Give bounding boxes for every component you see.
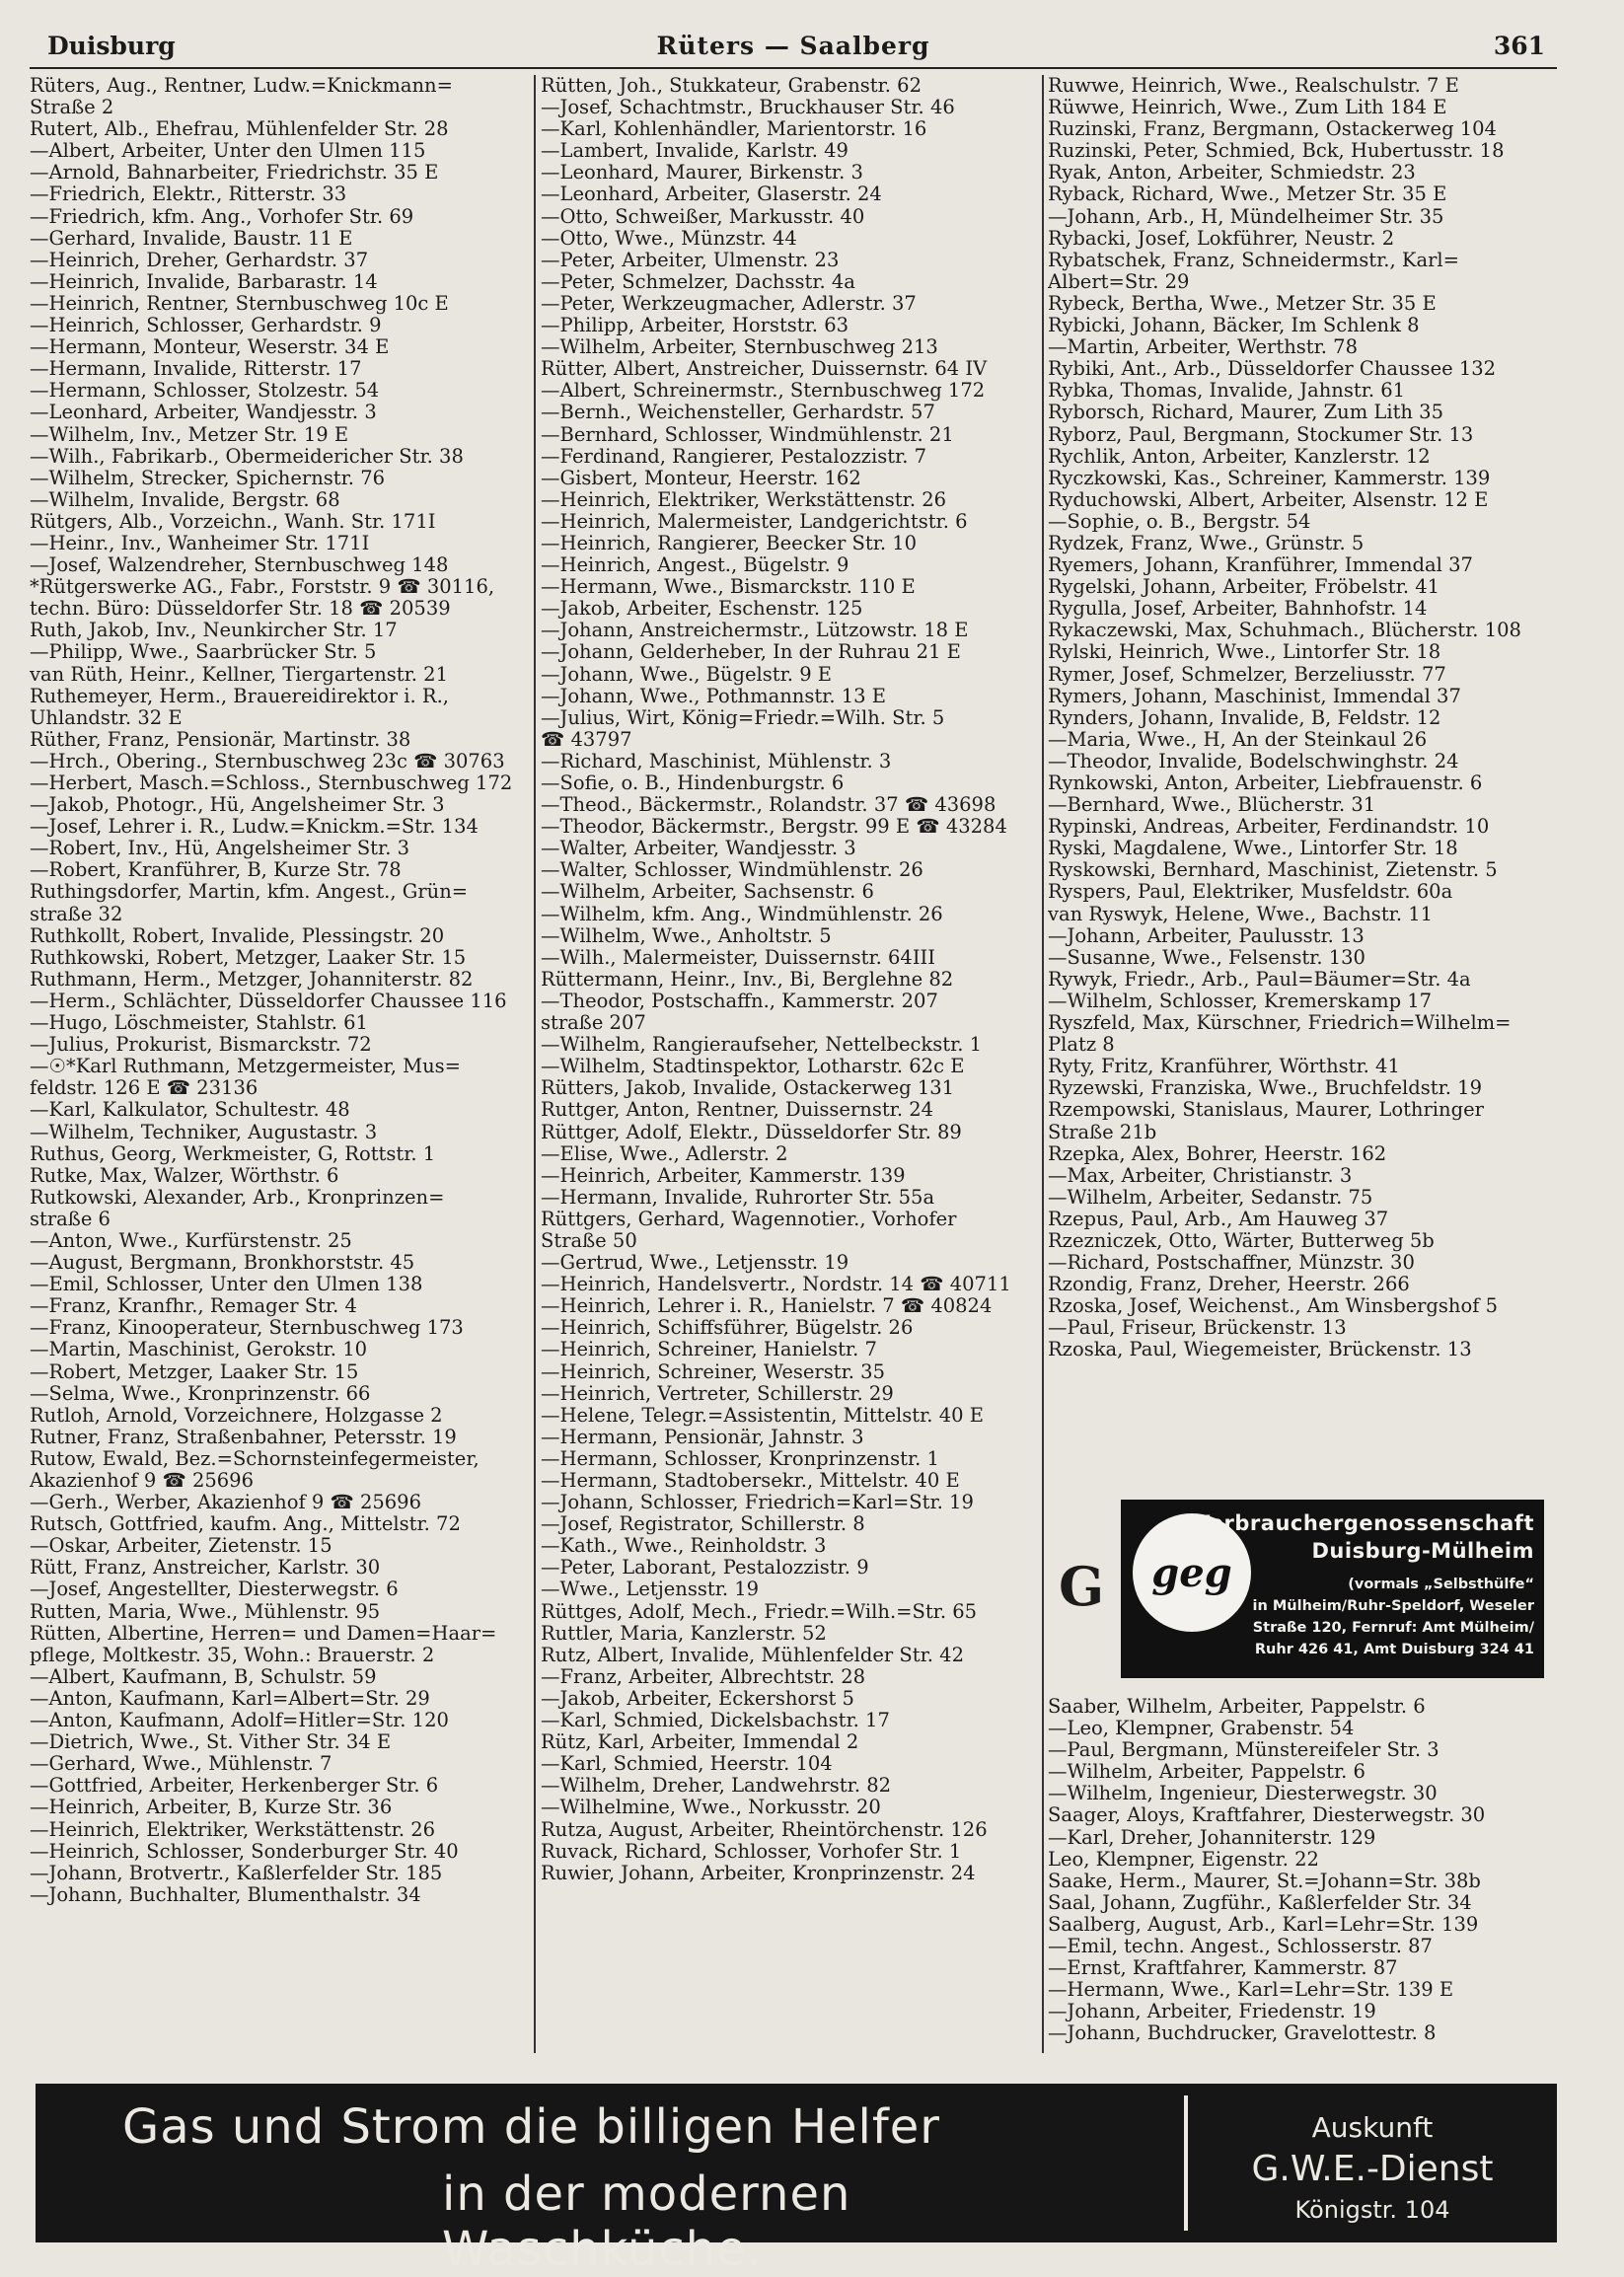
directory-entry: —Robert, Metzger, Laaker Str. 15	[30, 1359, 359, 1383]
directory-entry: Rychlik, Anton, Arbeiter, Kanzlerstr. 12	[1048, 444, 1431, 468]
directory-entry: Rzoska, Paul, Wiegemeister, Brückenstr. 13	[1048, 1338, 1472, 1361]
directory-entry: —Heinrich, Angest., Bügelstr. 9	[541, 553, 849, 577]
directory-entry: —Dietrich, Wwe., St. Vither Str. 34 E	[30, 1730, 392, 1754]
directory-entry: —Heinrich, Dreher, Gerhardstr. 37	[30, 248, 369, 271]
directory-entry: —Johann, Wwe., Pothmannstr. 13 E	[541, 684, 886, 707]
directory-entry: —Robert, Inv., Hü, Angelsheimer Str. 3	[30, 837, 409, 860]
directory-entry: —Heinrich, Vertreter, Schillerstr. 29	[541, 1381, 894, 1405]
directory-entry: —Wilhelm, Techniker, Augustastr. 3	[30, 1120, 378, 1143]
directory-entry: —Hermann, Schlosser, Kronprinzenstr. 1	[541, 1446, 939, 1470]
directory-entry: —Johann, Arbeiter, Friedenstr. 19	[1048, 2000, 1376, 2023]
directory-entry: —Hermann, Wwe., Bismarckstr. 110 E	[541, 575, 916, 599]
directory-entry: Rütten, Albertine, Herren= und Damen=Haar=	[30, 1621, 497, 1645]
directory-entry: straße 6	[30, 1207, 111, 1230]
directory-entry: —Leonhard, Arbeiter, Wandjesstr. 3	[30, 401, 377, 424]
directory-entry: —Josef, Lehrer i. R., Ludw.=Knickm.=Str. 134	[30, 815, 479, 839]
directory-entry: —Herm., Schlächter, Düsseldorfer Chaussee 116	[30, 989, 507, 1012]
directory-entry: —Anton, Kaufmann, Karl=Albert=Str. 29	[30, 1686, 430, 1710]
directory-entry: —Wilhelm, Wwe., Anholtstr. 5	[541, 923, 832, 947]
geg-logo: geg	[1133, 1513, 1251, 1632]
directory-entry: straße 207	[541, 1011, 646, 1035]
directory-entry: —Gerh., Werber, Akazienhof 9 ☎ 25696	[30, 1491, 421, 1514]
directory-entry: —Wilhelm, Ingenieur, Diesterwegstr. 30	[1048, 1782, 1438, 1805]
directory-entry: —Wilhelm, Inv., Metzer Str. 19 E	[30, 422, 349, 446]
directory-entry: —Friedrich, Elektr., Ritterstr. 33	[30, 183, 347, 206]
page-header	[30, 28, 1557, 69]
directory-entry: Rybka, Thomas, Invalide, Jahnstr. 61	[1048, 379, 1406, 403]
directory-entry: —Gisbert, Monteur, Heerstr. 162	[541, 466, 861, 489]
directory-entry: Rütgers, Alb., Vorzeichn., Wanh. Str. 171I	[30, 509, 436, 533]
advert-subtitle: Duisburg-Mülheim	[1311, 1539, 1534, 1563]
directory-entry: —Johann, Gelderheber, In der Ruhrau 21 E	[541, 640, 961, 664]
directory-entry: —Maria, Wwe., H, An der Steinkaul 26	[1048, 727, 1428, 751]
directory-entry: —Helene, Telegr.=Assistentin, Mittelstr. 40 E	[541, 1403, 984, 1427]
directory-entry: Rüttermann, Heinr., Inv., Bi, Berglehne 82	[541, 967, 954, 991]
directory-entry: Rymer, Josef, Schmelzer, Berzeliusstr. 77	[1048, 662, 1446, 686]
directory-column-4	[1048, 1696, 1556, 2051]
directory-entry: —Ernst, Kraftfahrer, Kammerstr. 87	[1048, 1956, 1398, 1980]
directory-entry: —Heinrich, Arbeiter, Kammerstr. 139	[541, 1163, 906, 1187]
directory-entry: —Wilhelm, Stadtinspektor, Lotharstr. 62c E	[541, 1055, 965, 1078]
directory-entry: Rüttgers, Gerhard, Wagennotier., Vorhofer	[541, 1207, 957, 1230]
directory-entry: —Heinrich, Schiffsführer, Bügelstr. 26	[541, 1316, 914, 1340]
directory-entry: Rutke, Max, Walzer, Wörthstr. 6	[30, 1163, 339, 1187]
directory-entry: Ryszfeld, Max, Kürschner, Friedrich=Wilhelm=	[1048, 1011, 1512, 1035]
directory-entry: —Wilhelm, kfm. Ang., Windmühlenstr. 26	[541, 902, 943, 925]
directory-entry: —Wilhelm, Arbeiter, Sternbuschweg 213	[541, 335, 938, 359]
directory-entry: —Philipp, Arbeiter, Horststr. 63	[541, 314, 849, 337]
directory-entry: Straße 50	[541, 1228, 637, 1252]
directory-entry: —Julius, Wirt, König=Friedr.=Wilh. Str. 5	[541, 705, 945, 729]
directory-entry: Ruthemeyer, Herm., Brauereidirektor i. R.,	[30, 684, 449, 707]
directory-entry: Ruthus, Georg, Werkmeister, G, Rottstr. 1	[30, 1141, 436, 1165]
directory-entry: —Karl, Kohlenhändler, Marientorstr. 16	[541, 117, 927, 141]
directory-entry: —Leo, Klempner, Grabenstr. 54	[1048, 1717, 1355, 1740]
directory-entry: Rütz, Karl, Arbeiter, Immendal 2	[541, 1730, 859, 1754]
directory-entry: Rybeck, Bertha, Wwe., Metzer Str. 35 E	[1048, 291, 1437, 315]
directory-entry: —Johann, Arbeiter, Paulusstr. 13	[1048, 923, 1365, 947]
directory-entry: —Arnold, Bahnarbeiter, Friedrichstr. 35 E	[30, 161, 439, 184]
directory-entry: —Otto, Schweißer, Markusstr. 40	[541, 204, 865, 228]
directory-entry: Saalberg, August, Arb., Karl=Lehr=Str. 139	[1048, 1912, 1479, 1936]
directory-entry: Rüwwe, Heinrich, Wwe., Zum Lith 184 E	[1048, 96, 1447, 119]
directory-entry: Rutsch, Gottfried, kaufm. Ang., Mittelstr. 72	[30, 1512, 461, 1536]
directory-entry: —Richard, Postschaffner, Münzstr. 30	[1048, 1251, 1415, 1275]
header-city: Duisburg	[47, 32, 176, 60]
directory-entry: Saaber, Wilhelm, Arbeiter, Pappelstr. 6	[1048, 1696, 1426, 1718]
directory-entry: —Hermann, Monteur, Weserstr. 34 E	[30, 335, 390, 359]
directory-entry: Rüttger, Adolf, Elektr., Düsseldorfer Str. 89	[541, 1120, 962, 1143]
footer-contact	[1188, 2084, 1557, 2242]
directory-entry: —Walter, Schlosser, Windmühlenstr. 26	[541, 858, 923, 882]
directory-entry: —Peter, Laborant, Pestalozzistr. 9	[541, 1556, 869, 1579]
directory-entry: —Wilhelm, Invalide, Bergstr. 68	[30, 487, 340, 511]
directory-entry: Rymers, Johann, Maschinist, Immendal 37	[1048, 684, 1461, 707]
directory-entry: Ruthingsdorfer, Martin, kfm. Angest., Grün=	[30, 880, 469, 904]
directory-entry: —Wilh., Malermeister, Duissernstr. 64III	[541, 945, 935, 969]
directory-entry: van Ryswyk, Helene, Wwe., Bachstr. 11	[1048, 902, 1434, 925]
directory-entry: —Wilhelmine, Wwe., Norkusstr. 20	[541, 1796, 881, 1819]
advert-text: (vormals „Selbsthülfe“	[1348, 1577, 1534, 1592]
directory-entry: Ruzinski, Peter, Schmied, Bck, Hubertusstr. 18	[1048, 139, 1505, 163]
directory-entry: —August, Bergmann, Bronkhorststr. 45	[30, 1251, 415, 1275]
directory-entry: —Franz, Kranfhr., Remager Str. 4	[30, 1294, 357, 1318]
directory-entry: Ryzewski, Franziska, Wwe., Bruchfeldstr. 19	[1048, 1076, 1482, 1100]
directory-entry: ☎ 43797	[541, 727, 632, 751]
directory-entry: Rzempowski, Stanislaus, Maurer, Lothringer	[1048, 1098, 1484, 1122]
directory-entry: Rüters, Aug., Rentner, Ludw.=Knickmann=	[30, 75, 453, 97]
directory-entry: —Theodor, Invalide, Bodelschwinghstr. 24	[1048, 749, 1459, 772]
directory-entry: Ryskowski, Bernhard, Maschinist, Zietenstr. 5	[1048, 858, 1498, 882]
directory-entry: —Heinrich, Schlosser, Sonderburger Str. 40	[30, 1839, 459, 1863]
directory-entry: —Wilh., Fabrikarb., Obermeidericher Str. 38	[30, 444, 464, 468]
column-divider	[534, 75, 536, 2053]
directory-entry: —Peter, Arbeiter, Ulmenstr. 23	[541, 248, 840, 271]
directory-entry: Leo, Klempner, Eigenstr. 22	[1048, 1847, 1319, 1871]
directory-entry: —Hermann, Schlosser, Stolzestr. 54	[30, 379, 380, 403]
directory-entry: techn. Büro: Düsseldorfer Str. 18 ☎ 20539	[30, 597, 451, 621]
footer-slogan	[36, 2084, 1184, 2277]
directory-entry: —Heinrich, Schreiner, Weserstr. 35	[541, 1359, 885, 1383]
directory-entry: Rzepus, Paul, Arb., Am Hauweg 37	[1048, 1207, 1389, 1230]
directory-entry: —Martin, Maschinist, Gerokstr. 10	[30, 1338, 368, 1361]
directory-entry: Rutner, Franz, Straßenbahner, Petersstr. 19	[30, 1425, 457, 1448]
directory-entry: —Gerhard, Wwe., Mühlenstr. 7	[30, 1752, 332, 1776]
directory-entry: Rutert, Alb., Ehefrau, Mühlenfelder Str. 28	[30, 117, 449, 141]
directory-entry: —Hermann, Wwe., Karl=Lehr=Str. 139 E	[1048, 1978, 1454, 2002]
directory-entry: —Theod., Bäckermstr., Rolandstr. 37 ☎ 43698	[541, 793, 997, 817]
directory-entry: —Gertrud, Wwe., Letjensstr. 19	[541, 1251, 849, 1275]
directory-entry: Rybicki, Johann, Bäcker, Im Schlenk 8	[1048, 314, 1420, 337]
directory-entry: —Ferdinand, Rangierer, Pestalozzistr. 7	[541, 444, 927, 468]
directory-entry: —Albert, Schreinermstr., Sternbuschweg 172	[541, 379, 986, 403]
directory-entry: —Bernh., Weichensteller, Gerhardstr. 57	[541, 401, 935, 424]
directory-entry: Ryemers, Johann, Kranführer, Immendal 37	[1048, 553, 1473, 577]
directory-entry: —Heinrich, Lehrer i. R., Hanielstr. 7 ☎ 40824	[541, 1294, 993, 1318]
directory-entry: Albert=Str. 29	[1048, 269, 1190, 293]
directory-entry: —Anton, Kaufmann, Adolf=Hitler=Str. 120	[30, 1709, 449, 1732]
directory-entry: Rynkowski, Anton, Arbeiter, Liebfrauenstr. 6	[1048, 771, 1483, 794]
slogan-line-1: Gas und Strom die billigen Helfer	[122, 2099, 941, 2155]
directory-entry: —Johann, Brotvertr., Kaßlerfelder Str. 185	[30, 1861, 443, 1884]
directory-entry: Ruthmann, Herm., Metzger, Johanniterstr. 82	[30, 967, 474, 991]
directory-entry: Rypinski, Andreas, Arbeiter, Ferdinandstr. 10	[1048, 815, 1490, 839]
cooperative-advertisement	[1121, 1500, 1544, 1678]
directory-entry: —Franz, Kinooperateur, Sternbuschweg 173	[30, 1316, 464, 1340]
directory-entry: —Wilhelm, Dreher, Landwehrstr. 82	[541, 1774, 892, 1798]
directory-entry: —Wilhelm, Arbeiter, Sedanstr. 75	[1048, 1185, 1373, 1209]
directory-entry: —Wilhelm, Arbeiter, Pappelstr. 6	[1048, 1760, 1366, 1784]
directory-entry: Rynders, Johann, Invalide, B, Feldstr. 12	[1048, 705, 1441, 729]
directory-entry: van Rüth, Heinr., Kellner, Tiergartenstr. 21	[30, 662, 448, 686]
directory-entry: —☉*Karl Ruthmann, Metzgermeister, Mus=	[30, 1055, 462, 1078]
directory-entry: —Josef, Angestellter, Diesterwegstr. 6	[30, 1578, 399, 1601]
directory-entry: —Paul, Bergmann, Münstereifeler Str. 3	[1048, 1738, 1439, 1762]
directory-entry: *Rütgerswerke AG., Fabr., Forststr. 9 ☎ 30116,	[30, 575, 495, 599]
directory-entry: Saal, Johann, Zugführ., Kaßlerfelder Str. 34	[1048, 1890, 1472, 1914]
directory-entry: —Hermann, Invalide, Ruhrorter Str. 55a	[541, 1185, 935, 1209]
directory-entry: —Friedrich, kfm. Ang., Vorhofer Str. 69	[30, 204, 414, 228]
directory-entry: —Heinrich, Malermeister, Landgerichtstr. 6	[541, 509, 968, 533]
directory-entry: Ruvack, Richard, Schlosser, Vorhofer Str. 1	[541, 1839, 962, 1863]
directory-column-2	[541, 75, 1040, 2053]
directory-entry: —Heinrich, Arbeiter, B, Kurze Str. 36	[30, 1796, 393, 1819]
header-range: Rüters — Saalberg	[656, 32, 930, 60]
directory-entry: Rybatschek, Franz, Schneidermstr., Karl=	[1048, 248, 1459, 271]
directory-entry: —Selma, Wwe., Kronprinzenstr. 66	[30, 1381, 371, 1405]
directory-entry: —Peter, Schmelzer, Dachsstr. 4a	[541, 269, 855, 293]
directory-entry: Uhlandstr. 32 E	[30, 705, 183, 729]
directory-entry: —Johann, Schlosser, Friedrich=Karl=Str. 19	[541, 1491, 974, 1514]
directory-entry: —Lambert, Invalide, Karlstr. 49	[541, 139, 849, 163]
directory-entry: Rüttges, Adolf, Mech., Friedr.=Wilh.=Str. 65	[541, 1599, 978, 1623]
directory-entry: —Wwe., Letjensstr. 19	[541, 1578, 760, 1601]
directory-entry: —Franz, Arbeiter, Albrechtstr. 28	[541, 1664, 866, 1688]
directory-entry: —Johann, Buchdrucker, Gravelottestr. 8	[1048, 2021, 1437, 2045]
directory-entry: Rutten, Maria, Wwe., Mühlenstr. 95	[30, 1599, 381, 1623]
directory-entry: —Johann, Wwe., Bügelstr. 9 E	[541, 662, 833, 686]
contact-address: Königstr. 104	[1294, 2196, 1450, 2224]
directory-entry: Ruthkowski, Robert, Metzger, Laaker Str. 15	[30, 945, 467, 969]
directory-entry: —Susanne, Wwe., Felsenstr. 130	[1048, 945, 1366, 969]
directory-entry: —Hugo, Löschmeister, Stahlstr. 61	[30, 1011, 368, 1035]
directory-entry: Rygelski, Johann, Arbeiter, Fröbelstr. 41	[1048, 575, 1440, 599]
directory-column-3	[1048, 75, 1556, 1501]
directory-entry: Rzoska, Josef, Weichenst., Am Winsbergshof 5	[1048, 1294, 1499, 1318]
directory-entry: —Philipp, Wwe., Saarbrücker Str. 5	[30, 640, 377, 664]
directory-entry: Ryback, Richard, Wwe., Metzer Str. 35 E	[1048, 183, 1447, 206]
directory-entry: Rygulla, Josef, Arbeiter, Bahnhofstr. 14	[1048, 597, 1428, 621]
directory-entry: Ryski, Magdalene, Wwe., Lintorfer Str. 18	[1048, 837, 1458, 860]
directory-entry: —Sophie, o. B., Bergstr. 54	[1048, 509, 1311, 533]
directory-entry: —Bernhard, Wwe., Blücherstr. 31	[1048, 793, 1376, 817]
directory-entry: Ryspers, Paul, Elektriker, Musfeldstr. 60a	[1048, 880, 1453, 904]
directory-entry: —Josef, Walzendreher, Sternbuschweg 148	[30, 553, 449, 577]
directory-entry: —Theodor, Postschaffn., Kammerstr. 207	[541, 989, 938, 1012]
directory-entry: Rutkowski, Alexander, Arb., Kronprinzen=	[30, 1185, 445, 1209]
directory-entry: —Josef, Schachtmstr., Bruckhauser Str. 46	[541, 96, 955, 119]
directory-entry: Straße 2	[30, 96, 114, 119]
directory-entry: —Herbert, Masch.=Schloss., Sternbuschweg 172	[30, 771, 513, 794]
directory-entry: —Heinrich, Schlosser, Gerhardstr. 9	[30, 314, 382, 337]
directory-entry: —Karl, Schmied, Heerstr. 104	[541, 1752, 833, 1776]
directory-entry: —Hermann, Pensionär, Jahnstr. 3	[541, 1425, 864, 1448]
directory-entry: —Sofie, o. B., Hindenburgstr. 6	[541, 771, 845, 794]
directory-entry: Rütter, Albert, Anstreicher, Duissernstr. 64 IV	[541, 357, 988, 381]
directory-entry: —Johann, Anstreichermstr., Lützowstr. 18 E	[541, 619, 969, 642]
directory-entry: —Wilhelm, Rangieraufseher, Nettelbeckstr. 1	[541, 1033, 983, 1057]
directory-entry: Akazienhof 9 ☎ 25696	[30, 1469, 254, 1492]
directory-entry: Rybacki, Josef, Lokführer, Neustr. 2	[1048, 226, 1395, 250]
directory-entry: Rutloh, Arnold, Vorzeichnere, Holzgasse 2	[30, 1403, 443, 1427]
directory-entry: —Peter, Werkzeugmacher, Adlerstr. 37	[541, 291, 917, 315]
directory-entry: —Heinrich, Elektriker, Werkstättenstr. 26	[30, 1817, 436, 1841]
directory-entry: —Heinr., Inv., Wanheimer Str. 171I	[30, 531, 370, 554]
page-number: 361	[1493, 32, 1545, 60]
directory-entry: —Hrch., Obering., Sternbuschweg 23c ☎ 30763	[30, 749, 505, 772]
directory-entry: Ruthkollt, Robert, Invalide, Plessingstr. 20	[30, 923, 445, 947]
directory-entry: —Richard, Maschinist, Mühlenstr. 3	[541, 749, 892, 772]
directory-entry: Rütten, Joh., Stukkateur, Grabenstr. 62	[541, 75, 922, 97]
directory-entry: —Heinrich, Rangierer, Beecker Str. 10	[541, 531, 918, 554]
directory-entry: —Jakob, Arbeiter, Eckershorst 5	[541, 1686, 854, 1710]
directory-entry: —Karl, Kalkulator, Schultestr. 48	[30, 1098, 350, 1122]
directory-entry: —Heinrich, Schreiner, Hanielstr. 7	[541, 1338, 877, 1361]
directory-entry: Rykaczewski, Max, Schuhmach., Blücherstr. 108	[1048, 619, 1521, 642]
directory-entry: —Johann, Buchhalter, Blumenthalstr. 34	[30, 1882, 421, 1906]
directory-entry: pflege, Moltkestr. 35, Wohn.: Brauerstr. 2	[30, 1643, 435, 1666]
directory-entry: Ryty, Fritz, Kranführer, Wörthstr. 41	[1048, 1055, 1400, 1078]
directory-entry: feldstr. 126 E ☎ 23136	[30, 1076, 258, 1100]
directory-entry: —Robert, Kranführer, B, Kurze Str. 78	[30, 858, 402, 882]
directory-entry: Rzondig, Franz, Dreher, Heerstr. 266	[1048, 1273, 1410, 1296]
directory-entry: —Albert, Kaufmann, B, Schulstr. 59	[30, 1664, 377, 1688]
directory-entry: Rzezniczek, Otto, Wärter, Butterweg 5b	[1048, 1228, 1435, 1252]
contact-label: Auskunft	[1311, 2111, 1434, 2144]
directory-entry: —Heinrich, Rentner, Sternbuschweg 10c E	[30, 291, 449, 315]
directory-entry: —Heinrich, Handelsvertr., Nordstr. 14 ☎ 40711	[541, 1273, 1011, 1296]
directory-entry: Rzepka, Alex, Bohrer, Heerstr. 162	[1048, 1141, 1387, 1165]
contact-service: G.W.E.-Dienst	[1251, 2149, 1494, 2189]
directory-entry: —Theodor, Bäckermstr., Bergstr. 99 E ☎ 43284	[541, 815, 1007, 839]
directory-entry: Ryak, Anton, Arbeiter, Schmiedstr. 23	[1048, 161, 1416, 184]
directory-entry: —Albert, Arbeiter, Unter den Ulmen 115	[30, 139, 426, 163]
directory-entry: —Leonhard, Maurer, Birkenstr. 3	[541, 161, 863, 184]
directory-entry: —Leonhard, Arbeiter, Glaserstr. 24	[541, 183, 882, 206]
directory-entry: Ruth, Jakob, Inv., Neunkircher Str. 17	[30, 619, 398, 642]
directory-entry: —Hermann, Invalide, Ritterstr. 17	[30, 357, 362, 381]
advert-text: in Mülheim/Ruhr-Speldorf, Weseler	[1252, 1598, 1534, 1614]
slogan-line-2: in der modernen Waschküche.	[442, 2167, 851, 2277]
directory-entry: —Kath., Wwe., Reinholdstr. 3	[541, 1534, 827, 1558]
footer-advertisement	[36, 2084, 1557, 2277]
directory-entry: Saake, Herm., Maurer, St.=Johann=Str. 38b	[1048, 1869, 1481, 1892]
directory-entry: Rütters, Jakob, Invalide, Ostackerweg 131	[541, 1076, 955, 1100]
directory-entry: Ruwwe, Heinrich, Wwe., Realschulstr. 7 E	[1048, 75, 1459, 97]
directory-entry: Platz 8	[1048, 1033, 1115, 1057]
directory-entry: Rywyk, Friedr., Arb., Paul=Bäumer=Str. 4a	[1048, 967, 1471, 991]
directory-entry: Ryborz, Paul, Bergmann, Stockumer Str. 13	[1048, 422, 1474, 446]
directory-entry: Ryborsch, Richard, Maurer, Zum Lith 35	[1048, 401, 1443, 424]
directory-entry: —Anton, Wwe., Kurfürstenstr. 25	[30, 1228, 352, 1252]
directory-entry: —Josef, Registrator, Schillerstr. 8	[541, 1512, 865, 1536]
directory-entry: —Jakob, Photogr., Hü, Angelsheimer Str. 3	[30, 793, 445, 817]
directory-entry: —Karl, Dreher, Johanniterstr. 129	[1048, 1825, 1376, 1849]
directory-entry: —Johann, Arb., H, Mündelheimer Str. 35	[1048, 204, 1444, 228]
advert-text: Straße 120, Fernruf: Amt Mülheim/	[1252, 1620, 1534, 1636]
directory-entry: Ruttger, Anton, Rentner, Duissernstr. 24	[541, 1098, 934, 1122]
directory-entry: —Jakob, Arbeiter, Eschenstr. 125	[541, 597, 863, 621]
directory-entry: —Martin, Arbeiter, Werthstr. 78	[1048, 335, 1358, 359]
directory-entry: Rylski, Heinrich, Wwe., Lintorfer Str. 18	[1048, 640, 1441, 664]
directory-entry: Rydzek, Franz, Wwe., Grünstr. 5	[1048, 531, 1365, 554]
directory-entry: Ryczkowski, Kas., Schreiner, Kammerstr. 139	[1048, 466, 1491, 489]
directory-entry: straße 32	[30, 902, 123, 925]
directory-entry: Saager, Aloys, Kraftfahrer, Diesterwegstr. 30	[1048, 1803, 1486, 1827]
directory-entry: —Gottfried, Arbeiter, Herkenberger Str. 6	[30, 1774, 439, 1798]
directory-entry: —Heinrich, Invalide, Barbarastr. 14	[30, 269, 378, 293]
directory-entry: —Oskar, Arbeiter, Zietenstr. 15	[30, 1534, 332, 1558]
directory-entry: Ruzinski, Franz, Bergmann, Ostackerweg 104	[1048, 117, 1497, 141]
directory-entry: Rutow, Ewald, Bez.=Schornsteinfegermeister,	[30, 1446, 480, 1470]
directory-entry: Ryduchowski, Albert, Arbeiter, Alsenstr. 12 E	[1048, 487, 1489, 511]
directory-entry: —Emil, techn. Angest., Schlosserstr. 87	[1048, 1935, 1433, 1958]
directory-entry: —Gerhard, Invalide, Baustr. 11 E	[30, 226, 353, 250]
directory-entry: —Julius, Prokurist, Bismarckstr. 72	[30, 1033, 372, 1057]
directory-entry: Rüther, Franz, Pensionär, Martinstr. 38	[30, 727, 411, 751]
directory-entry: —Wilhelm, Strecker, Spichernstr. 76	[30, 466, 386, 489]
directory-entry: —Wilhelm, Arbeiter, Sachsenstr. 6	[541, 880, 874, 904]
directory-entry: —Emil, Schlosser, Unter den Ulmen 138	[30, 1273, 423, 1296]
directory-entry: —Heinrich, Elektriker, Werkstättenstr. 26	[541, 487, 947, 511]
directory-entry: —Walter, Arbeiter, Wandjesstr. 3	[541, 837, 856, 860]
directory-entry: Rutz, Albert, Invalide, Mühlenfelder Str. 42	[541, 1643, 964, 1666]
directory-entry: —Max, Arbeiter, Christianstr. 3	[1048, 1163, 1353, 1187]
directory-entry: Ruttler, Maria, Kanzlerstr. 52	[541, 1621, 827, 1645]
directory-entry: Rybiki, Ant., Arb., Düsseldorfer Chaussee 132	[1048, 357, 1497, 381]
directory-entry: Rütt, Franz, Anstreicher, Karlstr. 30	[30, 1556, 381, 1579]
directory-entry: —Karl, Schmied, Dickelsbachstr. 17	[541, 1709, 890, 1732]
advert-badge-letter: G	[1058, 1555, 1105, 1618]
directory-entry: —Hermann, Stadtobersekr., Mittelstr. 40 E	[541, 1469, 960, 1492]
directory-entry: —Elise, Wwe., Adlerstr. 2	[541, 1141, 788, 1165]
directory-entry: —Wilhelm, Schlosser, Kremerskamp 17	[1048, 989, 1433, 1012]
directory-entry: —Bernhard, Schlosser, Windmühlenstr. 21	[541, 422, 954, 446]
directory-entry: Rutza, August, Arbeiter, Rheintörchenstr. 126	[541, 1817, 988, 1841]
directory-entry: Straße 21b	[1048, 1120, 1157, 1143]
column-divider	[1042, 75, 1044, 2053]
advert-text: Ruhr 426 41, Amt Duisburg 324 41	[1254, 1642, 1534, 1657]
directory-entry: —Otto, Wwe., Münzstr. 44	[541, 226, 797, 250]
advert-title: Verbrauchergenossenschaft	[1194, 1511, 1534, 1535]
directory-column-1	[30, 75, 529, 2053]
directory-entry: Ruwier, Johann, Arbeiter, Kronprinzenstr. 24	[541, 1861, 976, 1884]
directory-entry: —Paul, Friseur, Brückenstr. 13	[1048, 1316, 1347, 1340]
